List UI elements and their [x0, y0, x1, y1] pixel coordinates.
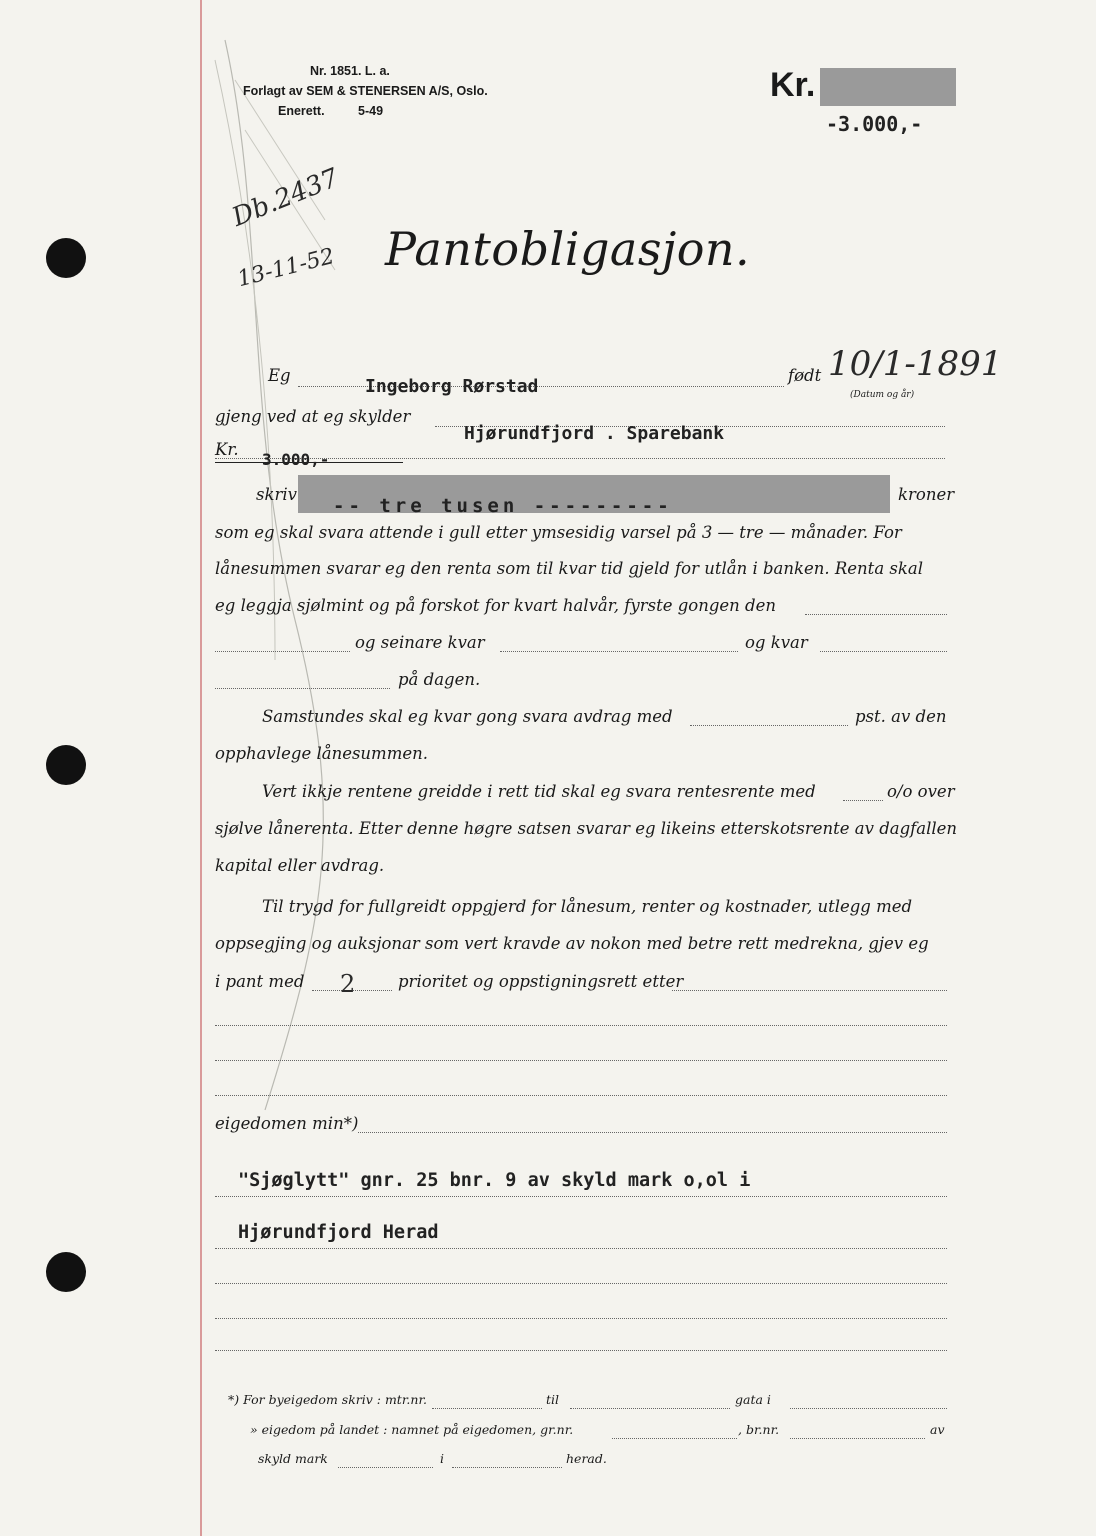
interest-date-field-2 [500, 651, 738, 652]
footnote-line-1a: *) For byeigedom skriv : mtr.nr. [228, 1392, 428, 1407]
footnote-line-1c: gata i [735, 1392, 771, 1407]
property-field-line-5 [215, 1350, 947, 1351]
property-field-line-2 [215, 1248, 947, 1249]
body-line-8a: Vert ikkje rentene greidde i rett tid skal eg svara rentesrente med [262, 782, 816, 801]
priority-value: 2 [340, 970, 356, 998]
body-line-4b: og kvar [745, 633, 808, 652]
body-line-13b: prioritet og oppstigningsrett etter [398, 972, 684, 991]
eg-label: Eg [268, 366, 291, 385]
prior-mortgage-field-2 [215, 1025, 947, 1026]
interest-date-field-1 [215, 651, 350, 652]
footnote-field [432, 1408, 542, 1409]
body-line-8b: o/o over [887, 782, 955, 801]
footnote-field [570, 1408, 730, 1409]
skriv-label: skriv [256, 485, 297, 504]
body-line-5: på dagen. [398, 670, 481, 689]
footnote-line-1b: til [546, 1392, 560, 1407]
first-date-field [805, 614, 947, 615]
margin-note-ref: Db.2437 [228, 163, 344, 233]
body-line-13a: i pant med [215, 972, 305, 991]
body-line-6b: pst. av den [855, 707, 947, 726]
creditor-name: Hjørundfjord . Sparebank [464, 423, 725, 444]
footnote-field [338, 1467, 433, 1468]
footnote-field [790, 1408, 947, 1409]
punch-hole [46, 1252, 86, 1292]
footnote-line-3c: herad. [566, 1451, 607, 1466]
body-line-12: oppsegjing og auksjonar som vert kravde av nokon med betre rett medrekna, gjev eg [215, 934, 929, 953]
body-line-1: som eg skal svara attende i gull etter ymsesidig varsel på 3 — tre — månader. For [215, 523, 902, 542]
document-title: Pantobligasjon. [385, 222, 751, 276]
rights-text: Enerett. [278, 104, 325, 118]
property-field-line-4 [215, 1318, 947, 1319]
amount-box-value: -3.000,- [826, 112, 923, 136]
penalty-rate-field [843, 800, 883, 801]
kroner-label: kroner [898, 485, 955, 504]
amount-box-redaction [820, 68, 956, 106]
body-line-4a: og seinare kvar [355, 633, 485, 652]
body-line-6a: Samstundes skal eg kvar gong svara avdrag med [262, 707, 673, 726]
footnote-field [612, 1438, 737, 1439]
date-hint: (Datum og år) [850, 390, 915, 400]
amount-words: -- tre tusen --------- [333, 495, 673, 517]
amount-figures: 3.000,- [262, 450, 330, 469]
property-label: eigedomen min*) [215, 1114, 359, 1133]
body-line-3: eg leggja sjølmint og på forskot for kvart halvår, fyrste gongen den [215, 596, 776, 615]
publisher-line: Forlagt av SEM & STENERSEN A/S, Oslo. [243, 84, 488, 98]
kr-label: Kr. [215, 440, 239, 459]
body-line-2: lånesummen svarar eg den renta som til kvar tid gjeld for utlån i banken. Renta skal [215, 559, 923, 578]
margin-note-date: 13-11-52 [235, 244, 337, 293]
footnote-line-3b: i [440, 1451, 444, 1466]
footnote-line-2a: » eigedom på landet : namnet på eigedomen, gr.nr. [250, 1422, 574, 1437]
day-field [215, 688, 390, 689]
form-number: Nr. 1851. L. a. [310, 64, 390, 78]
body-line-7: opphavlege lånesummen. [215, 744, 428, 763]
property-field-line-3 [215, 1283, 947, 1284]
prior-mortgage-field-4 [215, 1095, 947, 1096]
amount-box-label: Kr. [770, 66, 816, 104]
owes-label: gjeng ved at eg skylder [215, 407, 411, 426]
footnote-line-2b: , br.nr. [738, 1422, 780, 1437]
footnote-line-3a: skyld mark [258, 1451, 328, 1466]
debtor-name: Ingeborg Rørstad [365, 376, 539, 397]
prior-mortgage-field-3 [215, 1060, 947, 1061]
interest-date-field-3 [820, 651, 947, 652]
prior-mortgage-field-1 [672, 990, 947, 991]
property-description-1: "Sjøglytt" gnr. 25 bnr. 9 av skyld mark o,ol i [238, 1170, 751, 1191]
margin-line [200, 0, 202, 1536]
footnote-line-2c: av [930, 1422, 945, 1437]
edition-text: 5-49 [358, 104, 384, 118]
body-line-11: Til trygd for fullgreidt oppgjerd for lånesum, renter og kostnader, utlegg med [262, 897, 913, 916]
instalment-field [690, 725, 848, 726]
property-description-2: Hjørundfjord Herad [238, 1222, 439, 1243]
property-field-line-0 [358, 1132, 947, 1133]
punch-hole [46, 238, 86, 278]
body-line-10: kapital eller avdrag. [215, 856, 385, 875]
body-line-9: sjølve lånerenta. Etter denne høgre satsen svarar eg likeins etterskotsrente av dagfallen [215, 819, 958, 838]
birth-date: 10/1-1891 [828, 344, 1003, 384]
born-label: født [788, 366, 822, 385]
punch-hole [46, 745, 86, 785]
property-field-line-1 [215, 1196, 947, 1197]
footnote-field [790, 1438, 925, 1439]
footnote-field [452, 1467, 562, 1468]
